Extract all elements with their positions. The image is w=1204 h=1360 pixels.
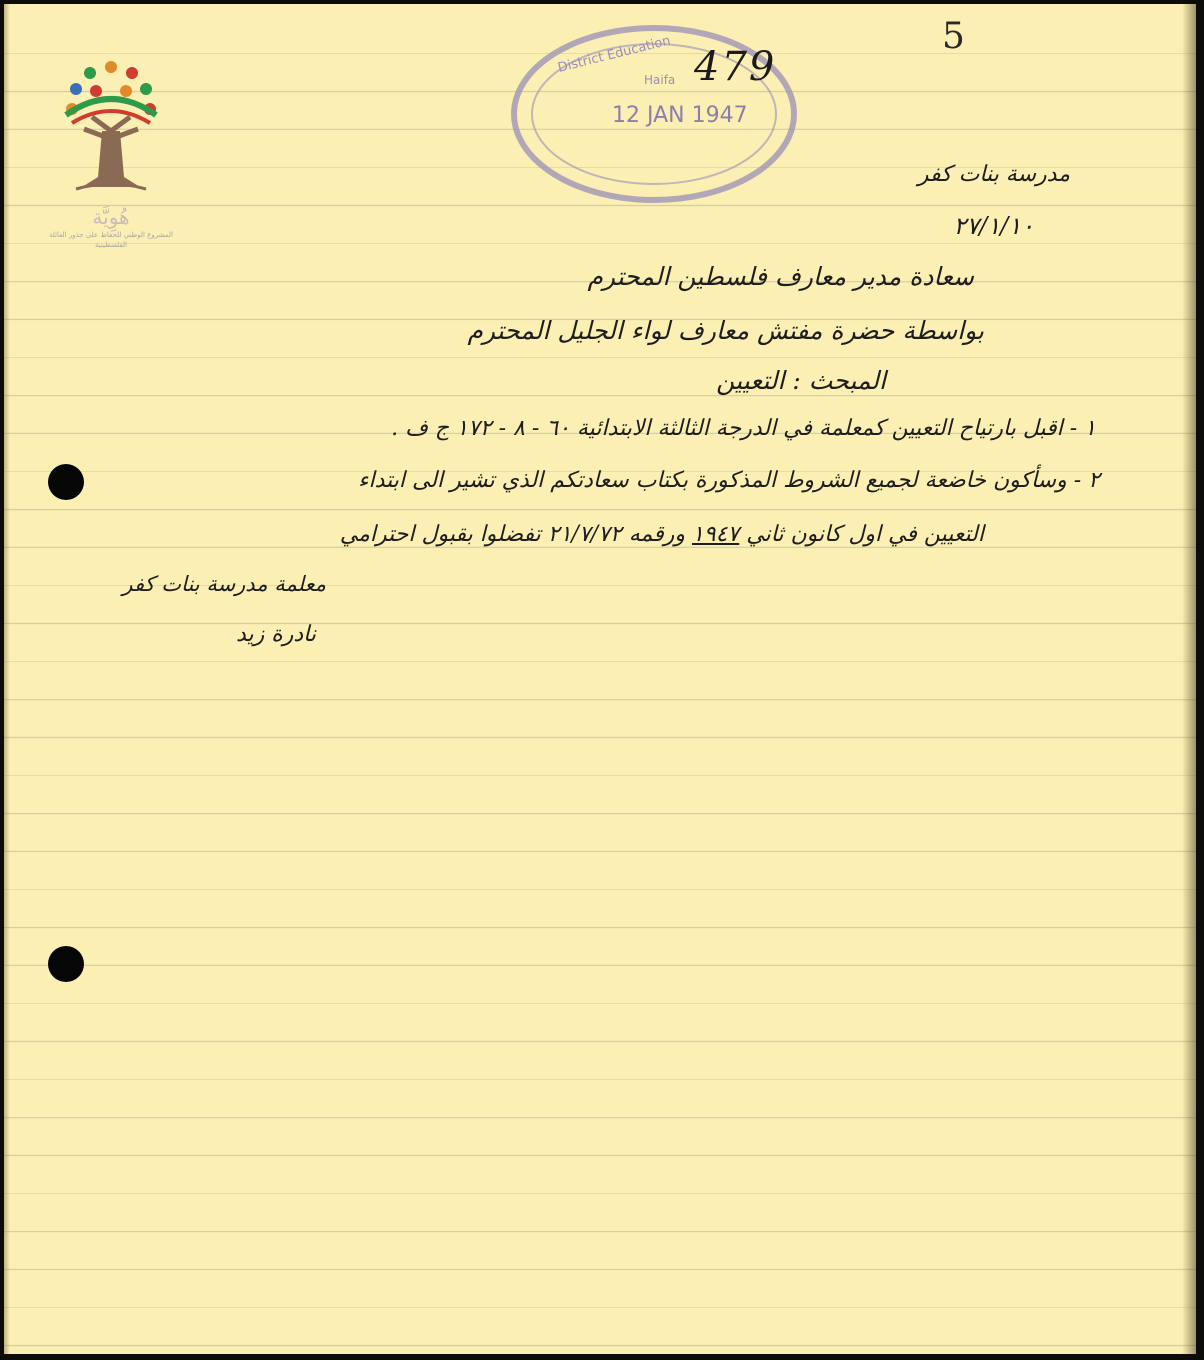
received-stamp xyxy=(504,14,834,214)
page-edge-right xyxy=(1182,4,1196,1354)
addressee: سعادة مدير معارف فلسطين المحترم xyxy=(587,262,974,291)
logo-tagline: المشروع الوطني للحفاظ على جذور العائلة الفلسطينية xyxy=(49,231,173,249)
item-1: ١ - اقبل بارتياح التعيين كمعلمة في الدرجة الثالثة الابتدائية ٦٠ - ٨ - ١٧٢ ج ف . xyxy=(391,416,1096,441)
via-line: بواسطة حضرة مفتش معارف لواء الجليل المحترم xyxy=(467,316,984,345)
item-2-year: ١٩٤٧ xyxy=(691,522,740,547)
signature-title: معلمة مدرسة بنات كفر xyxy=(122,572,326,596)
item-2-continued xyxy=(340,522,984,547)
sender-school: مدرسة بنات كفر xyxy=(917,162,1070,187)
letter-date: ٢٧/١/١٠ xyxy=(953,212,1034,240)
stamp-line1: District Education xyxy=(556,33,673,76)
logo-caption xyxy=(48,204,174,250)
stamp-date: 12 JAN 1947 xyxy=(612,103,748,128)
folio-number: 479 xyxy=(694,44,777,90)
item-2-cont-b: ورقمه ٢١/٧/٧٢ تفضلوا بقبول احترامي xyxy=(339,522,685,547)
page-edge-left xyxy=(4,4,10,1354)
signature-name: نادرة زيد xyxy=(235,622,316,647)
document-page xyxy=(4,4,1196,1354)
item-2-cont-a: التعيين في اول كانون ثاني xyxy=(746,522,984,547)
stamp-line2: Haifa xyxy=(644,73,676,87)
page-number: 5 xyxy=(942,16,965,57)
subject-line: المبحث : التعيين xyxy=(716,366,886,395)
punch-hole-top xyxy=(48,464,84,500)
punch-hole-bottom xyxy=(48,946,84,982)
item-2: ٢ - وسأكون خاضعة لجميع الشروط المذكورة بكتاب سعادتكم الذي تشير الى ابتداء xyxy=(358,468,1100,493)
logo-name: هُوِيَّة xyxy=(92,205,130,229)
